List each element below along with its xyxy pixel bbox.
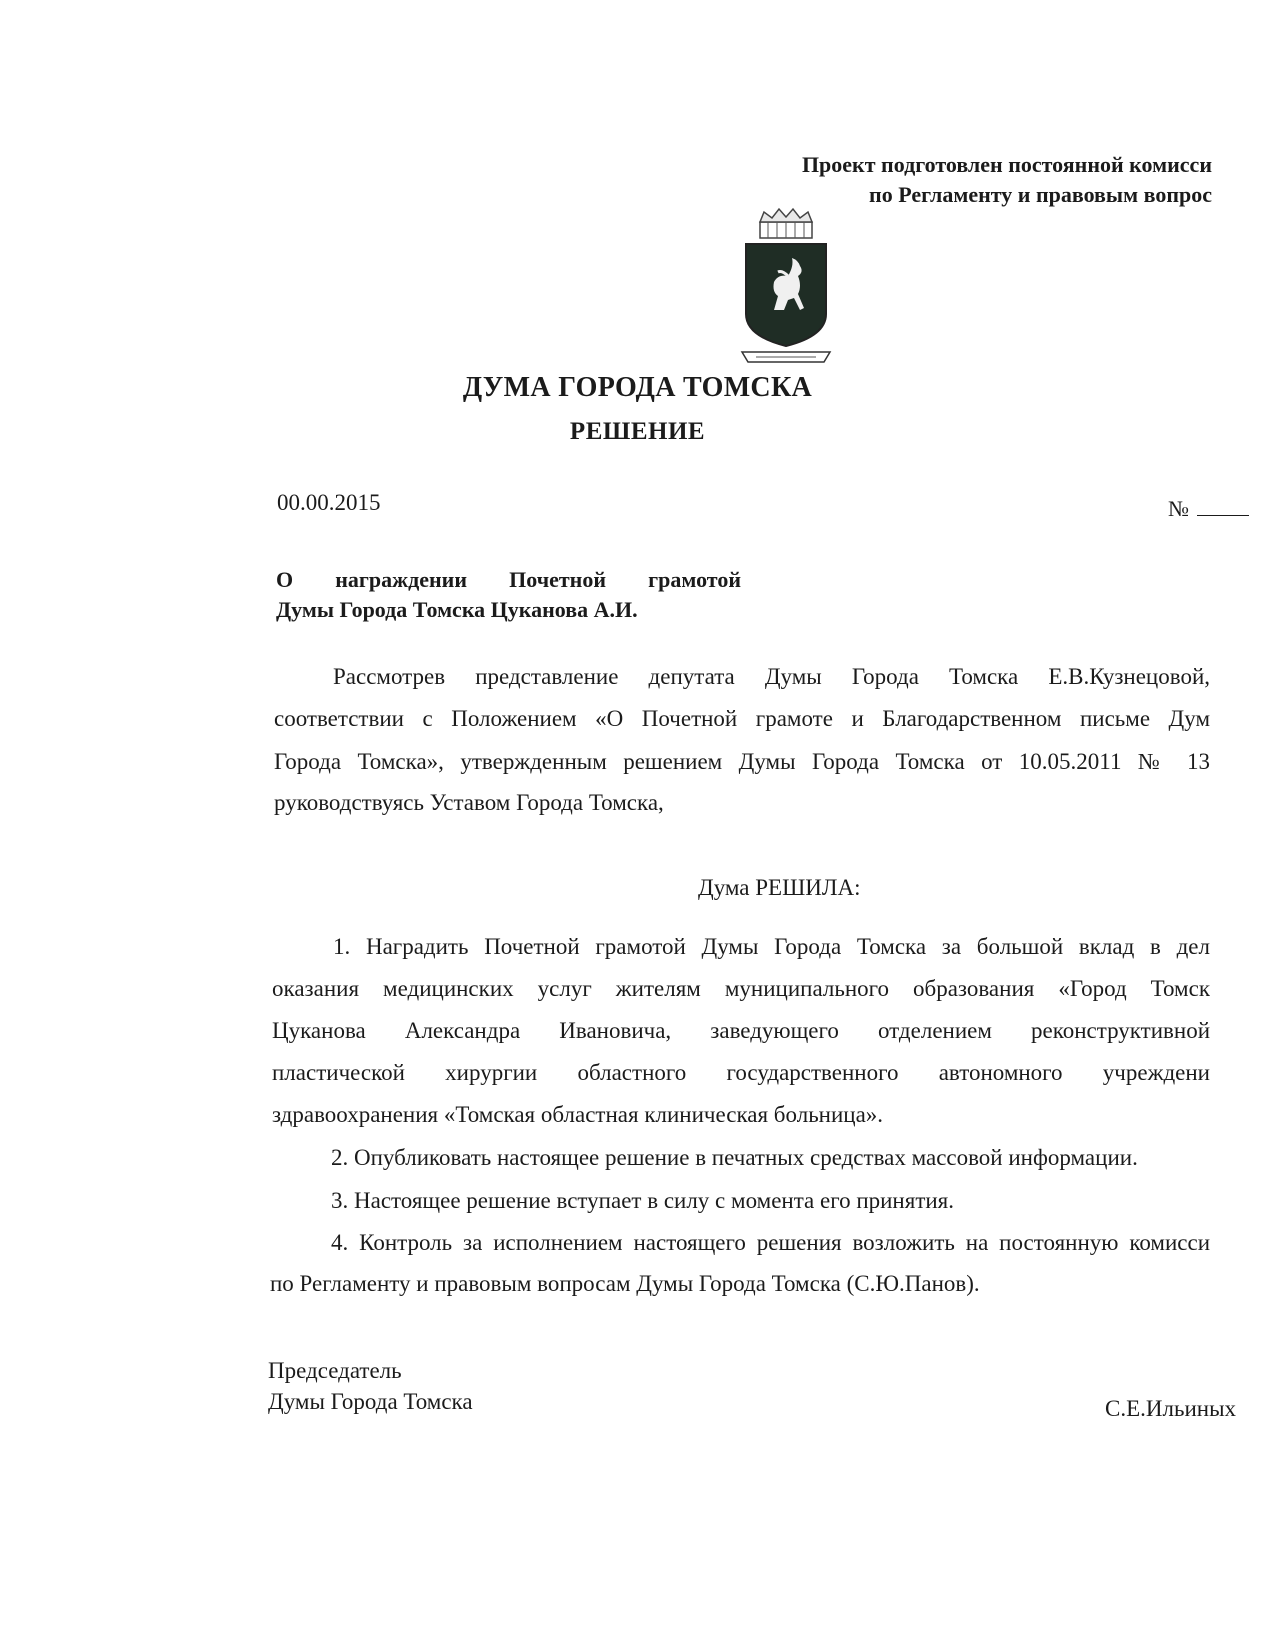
item1-line3: Цуканова Александра Ивановича, заведующего отделением реконструктивной <box>272 1018 1210 1043</box>
preamble-line2: соответствии с Положением «О Почетной грамоте и Благодарственном письме Дум <box>274 706 1210 731</box>
signature-title-line2: Думы Города Томска <box>268 1389 473 1414</box>
preamble-line3: Города Томска», утвержденным решением Думы Города Томска от 10.05.2011 № 13 <box>274 749 1210 774</box>
number-label: № <box>1168 496 1189 521</box>
document-date: 00.00.2015 <box>277 490 381 515</box>
org-title: ДУМА ГОРОДА ТОМСКА <box>462 372 813 403</box>
preamble-line4: руководствуясь Уставом Города Томска, <box>274 790 664 815</box>
coat-of-arms-emblem <box>738 206 834 370</box>
coat-of-arms-icon <box>738 206 834 370</box>
document-number <box>1168 495 1249 522</box>
signatory-name: С.Е.Ильиных <box>1105 1396 1237 1421</box>
item4-line2: по Регламенту и правовым вопросам Думы Города Томска (С.Ю.Панов). <box>270 1271 980 1296</box>
draft-note-line1: Проект подготовлен постоянной комисси <box>801 152 1212 177</box>
subject-line2: Думы Города Томска Цуканова А.И. <box>276 597 638 622</box>
item3: 3. Настоящее решение вступает в силу с момента его принятия. <box>331 1188 955 1213</box>
item1-line4: пластической хирургии областного государственного автономного учреждени <box>272 1060 1210 1085</box>
item4-line1: 4. Контроль за исполнением настоящего решения возложить на постоянную комисси <box>331 1230 1210 1255</box>
item1-line1: 1. Наградить Почетной грамотой Думы Города Томска за большой вклад в дел <box>333 934 1210 959</box>
subject-line1: О награждении Почетной грамотой <box>276 567 741 592</box>
draft-note-line2: по Регламенту и правовым вопрос <box>869 182 1212 207</box>
resolved-heading: Дума РЕШИЛА: <box>698 875 861 900</box>
signature-title-line1: Председатель <box>268 1358 402 1383</box>
item1-line5: здравоохранения «Томская областная клиническая больница». <box>272 1102 884 1127</box>
number-blank <box>1197 495 1249 516</box>
item1-line2: оказания медицинских услуг жителям муниципального образования «Город Томск <box>272 976 1210 1001</box>
preamble-line1: Рассмотрев представление депутата Думы Города Томска Е.В.Кузнецовой, <box>333 664 1210 689</box>
item2: 2. Опубликовать настоящее решение в печатных средствах массовой информации. <box>331 1145 1138 1170</box>
document-type: РЕШЕНИЕ <box>569 418 706 445</box>
